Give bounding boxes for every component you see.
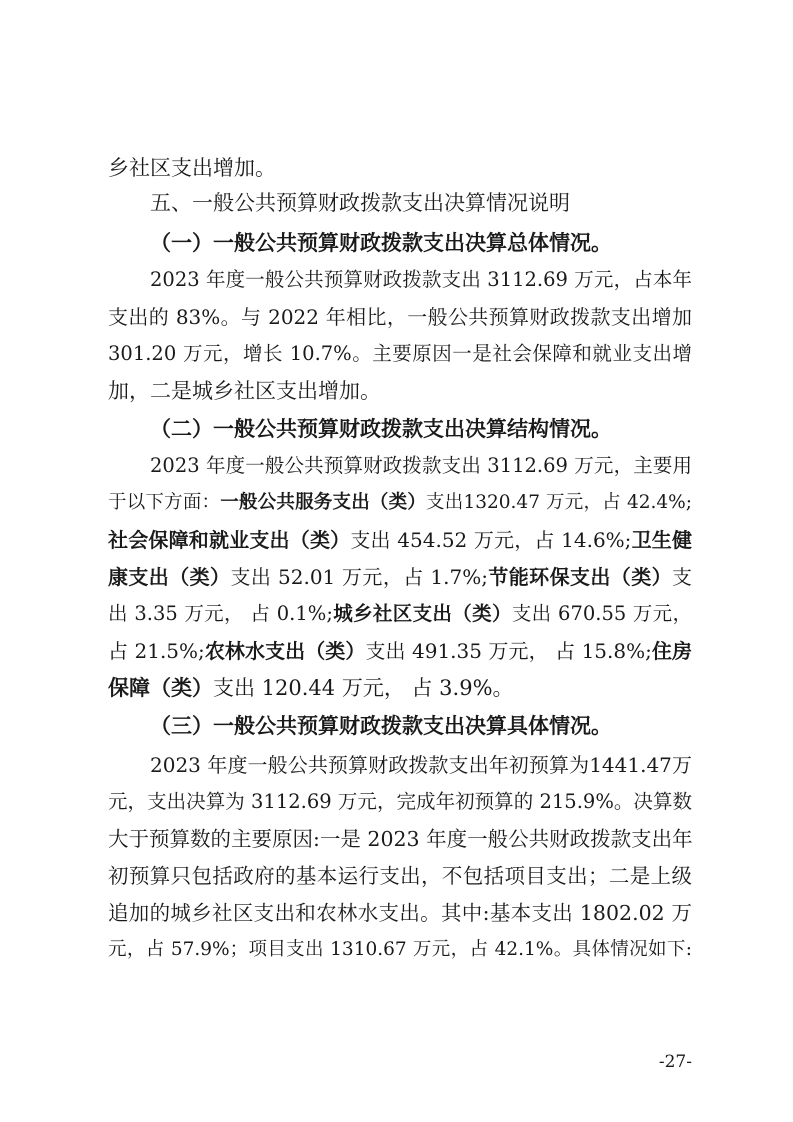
text-run: 支出 491.35 万元， 占 15.8%; bbox=[365, 639, 652, 663]
category-label: 康支出（类） bbox=[108, 565, 231, 589]
paragraph-line: 追加的城乡社区支出和农林水支出。其中:基本支出 1802.02 万 bbox=[108, 901, 692, 925]
category-label: 住房 bbox=[651, 639, 693, 663]
text-run: 占 21.5%; bbox=[108, 639, 205, 663]
category-label: 农林水支出（类） bbox=[204, 639, 366, 663]
text-run: 于以下方面： bbox=[108, 492, 221, 513]
paragraph-line bbox=[108, 673, 692, 703]
paragraph-line: 2023 年度一般公共预算财政拨款支出 3112.69 万元，占本年 bbox=[150, 268, 692, 291]
text-run: 出 3.35 万元， 占 0.1%; bbox=[108, 602, 333, 625]
subsection-heading: （一）一般公共预算财政拨款支出决算总体情况。 bbox=[150, 230, 612, 255]
paragraph-line bbox=[108, 599, 692, 629]
subsection-heading: （二）一般公共预算财政拨款支出决算结构情况。 bbox=[150, 416, 612, 441]
category-label: 城乡社区支出（类） bbox=[332, 602, 512, 625]
page-number: -27- bbox=[658, 1052, 692, 1072]
section-heading: 五、一般公共预算财政拨款支出决算情况说明 bbox=[150, 191, 570, 215]
text-run: 支出 120.44 万元， 占 3.9%。 bbox=[213, 676, 514, 700]
paragraph-line: 大于预算数的主要原因:一是 2023 年度一般公共财政拨款支出年 bbox=[108, 827, 693, 851]
paragraph-line: 2023 年度一般公共预算财政拨款支出 3112.69 万元，主要用 bbox=[150, 454, 692, 477]
text-run: 支出 52.01 万元，占 1.7%; bbox=[230, 565, 488, 589]
category-label: 节能环保支出（类） bbox=[487, 565, 673, 589]
paragraph-line: 2023 年度一般公共预算财政拨款支出年初预算为1441.47万 bbox=[150, 753, 692, 777]
text-run: 支出 670.55 万元， bbox=[511, 602, 692, 625]
paragraph-line: 乡社区支出增加。 bbox=[108, 156, 276, 180]
text-run: 支 bbox=[672, 565, 693, 589]
category-label: 社会保障和就业支出（类） bbox=[108, 528, 351, 552]
category-label: 一般公共服务支出（类） bbox=[220, 492, 427, 513]
category-label: 保障（类） bbox=[108, 675, 213, 700]
paragraph-line: 元，占 57.9%；项目支出 1310.67 万元，占 42.1%。具体情况如下: bbox=[108, 939, 692, 960]
text-run: 支出 454.52 万元，占 14.6%; bbox=[350, 528, 632, 552]
text-run: 支出1320.47 万元，占 42.4%; bbox=[426, 492, 692, 513]
subsection-heading: （三）一般公共预算财政拨款支出决算具体情况。 bbox=[150, 713, 612, 738]
paragraph-line bbox=[108, 636, 692, 666]
paragraph-line: 初预算只包括政府的基本运行支出，不包括项目支出；二是上级 bbox=[108, 864, 692, 888]
paragraph-line: 加，二是城乡社区支出增加。 bbox=[108, 379, 381, 403]
paragraph-line bbox=[108, 488, 692, 518]
category-label: 卫生健 bbox=[631, 528, 693, 552]
paragraph-line: 301.20 万元，增长 10.7%。主要原因一是社会保障和就业支出增 bbox=[108, 342, 692, 365]
paragraph-line: 支出的 83%。与 2022 年相比，一般公共预算财政拨款支出增加 bbox=[108, 305, 692, 329]
paragraph-line: 元，支出决算为 3112.69 万元，完成年初预算的 215.9%。决算数 bbox=[108, 790, 692, 813]
paragraph-line bbox=[108, 562, 692, 592]
paragraph-line bbox=[108, 525, 692, 555]
